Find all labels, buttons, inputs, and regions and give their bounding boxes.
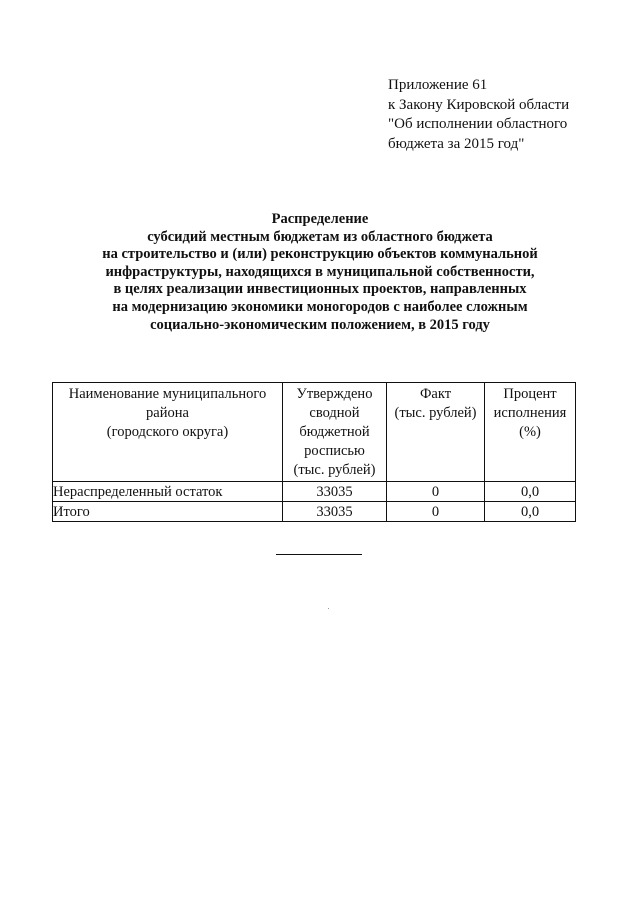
subsidy-table — [52, 382, 576, 522]
header-line: бюджетной — [299, 424, 370, 440]
row-fact: 0 — [387, 482, 485, 502]
header-line: (тыс. рублей) — [293, 462, 376, 478]
table-row — [53, 482, 576, 502]
row-fact: 0 — [387, 502, 485, 522]
header-line: Факт — [419, 386, 452, 402]
scan-speck — [328, 608, 329, 609]
end-separator-line — [276, 554, 362, 555]
appendix-line: к Закону Кировской области — [388, 96, 570, 113]
row-approved: 33035 — [283, 482, 387, 502]
table-row-total — [53, 502, 576, 522]
title-line: на строительство и (или) реконструкцию объектов коммунальной — [102, 246, 538, 263]
appendix-line: "Об исполнении областного — [388, 116, 568, 132]
appendix-line: бюджета за 2015 год" — [388, 135, 525, 152]
row-name: Итого — [53, 502, 283, 522]
header-line: Наименование муниципального — [68, 386, 267, 402]
title-line: социально-экономическим положением, в 2015 году — [150, 316, 490, 333]
row-percent: 0,0 — [485, 502, 576, 522]
header-percent — [485, 383, 576, 482]
appendix-line: Приложение 61 — [388, 77, 488, 93]
header-line: (тыс. рублей) — [394, 405, 477, 421]
title-line: инфраструктуры, находящихся в муниципальной собственности, — [105, 263, 535, 280]
header-line: росписью — [304, 443, 365, 459]
appendix-note — [388, 76, 569, 154]
header-line: исполнения — [493, 405, 567, 421]
title-line: субсидий местным бюджетам из областного бюджета — [147, 228, 493, 245]
document-title — [60, 211, 580, 334]
row-percent: 0,0 — [485, 482, 576, 502]
header-line: Процент — [503, 386, 557, 402]
header-line: района — [146, 405, 189, 421]
header-approved — [283, 383, 387, 482]
header-line: (городского округа) — [106, 424, 229, 440]
header-line: (%) — [519, 424, 541, 440]
title-line: на модернизацию экономики моногородов с наиболее сложным — [112, 298, 528, 315]
header-municipality — [53, 383, 283, 482]
row-name: Нераспределенный остаток — [53, 482, 283, 502]
header-fact — [387, 383, 485, 482]
row-approved: 33035 — [283, 502, 387, 522]
title-line: Распределение — [271, 211, 369, 227]
header-line: сводной — [309, 405, 360, 421]
header-line: Утверждено — [296, 386, 373, 402]
title-line: в целях реализации инвестиционных проектов, направленных — [113, 281, 527, 298]
table-header-row — [53, 383, 576, 482]
